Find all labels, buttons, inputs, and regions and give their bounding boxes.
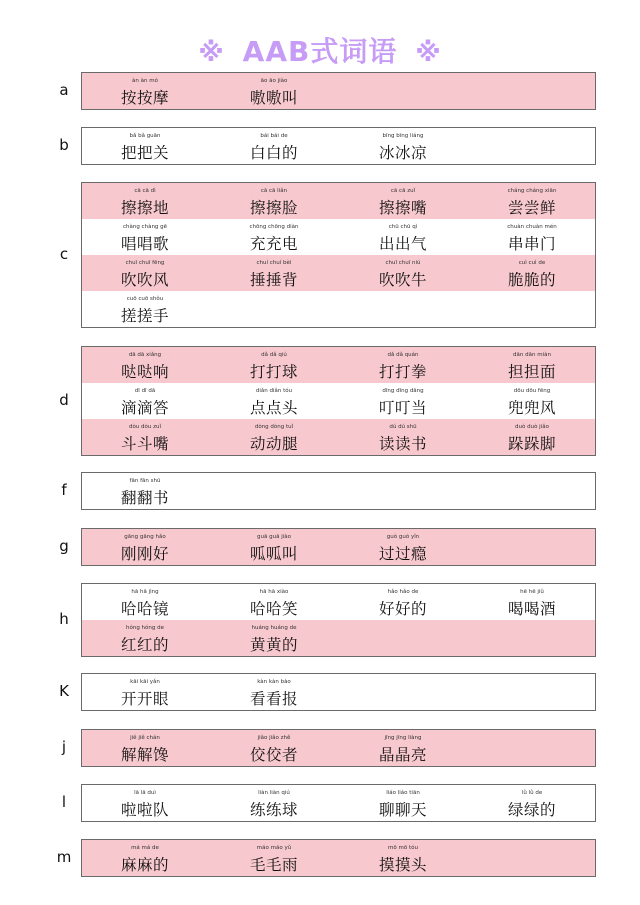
word-chinese: 动动腿 (249, 435, 298, 453)
pinyin: chōng chōng diàn (249, 224, 299, 230)
word-row (82, 785, 595, 821)
word-cell (372, 419, 500, 455)
word-cell (243, 183, 371, 219)
word-cell (372, 255, 500, 291)
pinyin: dōu dōu fēng (513, 388, 551, 394)
word-cell (243, 785, 371, 821)
word-table (81, 472, 596, 510)
word-cell (114, 347, 242, 383)
word-group (0, 127, 640, 165)
word-cell (114, 620, 242, 656)
word-chinese: 出出气 (378, 235, 427, 253)
pinyin: bǎ bǎ guān (129, 133, 161, 139)
word-chinese: 吹吹牛 (378, 271, 427, 289)
word-chinese: 白白的 (249, 144, 298, 162)
group-letter: j (61, 738, 67, 756)
word-cell (243, 419, 371, 455)
pinyin: āo āo jiào (260, 78, 288, 84)
pinyin: dòu dòu zuǐ (128, 424, 162, 430)
reference-mark-icon: ※ (198, 38, 225, 68)
word-cell (501, 785, 629, 821)
word-chinese: 斗斗嘴 (120, 435, 169, 453)
pinyin: lǜ lǜ de (521, 790, 543, 796)
group-letter: a (59, 81, 69, 99)
pinyin: lā lā duì (134, 790, 156, 796)
word-chinese: 唱唱歌 (120, 235, 169, 253)
pinyin: cuì cuì de (518, 260, 546, 266)
word-chinese: 好好的 (378, 600, 427, 618)
word-table (81, 528, 596, 566)
pinyin: huáng huáng de (251, 625, 297, 631)
word-cell (114, 840, 242, 876)
pinyin: bīng bīng liáng (382, 133, 424, 139)
pinyin: cā cā zuǐ (390, 188, 416, 194)
word-cell (243, 383, 371, 419)
pinyin: fān fān shū (129, 478, 161, 484)
word-cell (114, 291, 242, 327)
word-row (82, 730, 595, 766)
word-cell (372, 128, 500, 164)
pinyin: cā cā liǎn (260, 188, 288, 194)
word-chinese: 毛毛雨 (249, 856, 298, 874)
pinyin: bái bái de (260, 133, 288, 139)
word-group (0, 72, 640, 110)
pinyin: dīng dīng dāng (382, 388, 424, 394)
word-chinese: 哒哒响 (120, 363, 169, 381)
word-row (82, 255, 595, 291)
pinyin: hē hē jiǔ (520, 589, 544, 595)
word-cell (243, 840, 371, 876)
word-chinese: 看看报 (249, 690, 298, 708)
word-chinese: 呱呱叫 (249, 545, 298, 563)
word-group (0, 729, 640, 767)
word-cell (372, 219, 500, 255)
word-row (82, 219, 595, 255)
pinyin: guā guā jiào (257, 534, 291, 540)
group-letter: m (56, 848, 72, 866)
pinyin: hóng hóng de (125, 625, 165, 631)
word-row (82, 347, 595, 383)
word-cell (372, 347, 500, 383)
pinyin: hā hā jìng (131, 589, 159, 595)
word-row (82, 291, 595, 327)
word-chinese: 担担面 (507, 363, 556, 381)
pinyin: chàng chàng gē (122, 224, 168, 230)
word-chinese: 嗷嗷叫 (249, 89, 298, 107)
word-cell (501, 219, 629, 255)
group-letter: f (61, 481, 67, 499)
word-cell (243, 584, 371, 620)
pinyin: chū chū qì (388, 224, 418, 230)
pinyin: gāng gāng hǎo (124, 534, 166, 540)
word-row (82, 383, 595, 419)
word-chinese: 滴滴答 (120, 399, 169, 417)
word-cell (243, 255, 371, 291)
word-row (82, 840, 595, 876)
word-chinese: 喝喝酒 (507, 600, 556, 618)
pinyin: mō mō tóu (388, 845, 418, 851)
pinyin: chuàn chuàn mén (507, 224, 557, 230)
word-cell (501, 255, 629, 291)
word-cell (372, 383, 500, 419)
word-cell (243, 674, 371, 710)
reference-mark-icon: ※ (415, 38, 442, 68)
pinyin: dī dī dā (134, 388, 156, 394)
word-row (82, 584, 595, 620)
word-cell (372, 840, 500, 876)
word-row (82, 529, 595, 565)
word-row (82, 674, 595, 710)
pinyin: dā dā xiǎng (128, 352, 162, 358)
pinyin: àn àn mó (132, 78, 158, 84)
word-chinese: 刚刚好 (120, 545, 169, 563)
group-letter: K (59, 682, 69, 700)
word-chinese: 红红的 (120, 636, 169, 654)
word-group (0, 673, 640, 711)
word-chinese: 擦擦嘴 (378, 199, 427, 217)
word-cell (372, 183, 500, 219)
word-chinese: 摸摸头 (378, 856, 427, 874)
pinyin: máo máo yǔ (256, 845, 292, 851)
word-cell (243, 128, 371, 164)
group-letter: b (59, 136, 69, 154)
word-cell (114, 674, 242, 710)
pinyin: chuī chuī fēng (125, 260, 165, 266)
word-group (0, 784, 640, 822)
pinyin: cā cā dì (134, 188, 156, 194)
word-chinese: 跺跺脚 (507, 435, 556, 453)
word-cell (372, 730, 500, 766)
word-chinese: 打打拳 (378, 363, 427, 381)
pinyin: hā hā xiào (259, 589, 289, 595)
page-title (0, 34, 640, 70)
word-chinese: 捶捶背 (249, 271, 298, 289)
word-row (82, 620, 595, 656)
word-cell (243, 73, 371, 109)
word-cell (501, 347, 629, 383)
word-cell (243, 620, 371, 656)
pinyin: kàn kàn bào (257, 679, 291, 685)
word-cell (114, 183, 242, 219)
word-chinese: 叮叮当 (378, 399, 427, 417)
word-chinese: 练练球 (249, 801, 298, 819)
word-chinese: 把把关 (120, 144, 169, 162)
word-cell (372, 785, 500, 821)
word-table (81, 673, 596, 711)
pinyin: hǎo hǎo de (387, 589, 419, 595)
pinyin: dǎ dǎ qiú (261, 352, 287, 358)
word-cell (372, 529, 500, 565)
word-table (81, 182, 596, 328)
word-table (81, 784, 596, 822)
word-cell (114, 730, 242, 766)
group-letter: c (59, 245, 69, 263)
word-chinese: 冰冰凉 (378, 144, 427, 162)
word-chinese: 开开眼 (120, 690, 169, 708)
word-chinese: 兜兜风 (507, 399, 556, 417)
word-group (0, 346, 640, 456)
word-cell (114, 255, 242, 291)
word-cell (114, 419, 242, 455)
word-cell (243, 347, 371, 383)
word-cell (114, 73, 242, 109)
word-row (82, 128, 595, 164)
word-chinese: 哈哈笑 (249, 600, 298, 618)
pinyin: dān dān miàn (513, 352, 551, 358)
word-cell (114, 785, 242, 821)
word-group (0, 839, 640, 877)
pinyin: chuī chuī niú (385, 260, 421, 266)
group-letter: h (59, 610, 69, 628)
word-cell (501, 419, 629, 455)
word-chinese: 黄黄的 (249, 636, 298, 654)
title-text: AAB式词语 (242, 35, 398, 68)
word-table (81, 583, 596, 657)
word-cell (372, 584, 500, 620)
pinyin: cuō cuō shǒu (126, 296, 164, 302)
word-chinese: 擦擦脸 (249, 199, 298, 217)
pinyin: cháng cháng xiān (507, 188, 557, 194)
word-group (0, 472, 640, 510)
word-chinese: 打打球 (249, 363, 298, 381)
pinyin: duò duò jiǎo (515, 424, 549, 430)
word-chinese: 聊聊天 (378, 801, 427, 819)
word-cell (114, 529, 242, 565)
word-row (82, 73, 595, 109)
pinyin: liáo liáo tiān (386, 790, 420, 796)
word-chinese: 串串门 (507, 235, 556, 253)
word-chinese: 哈哈镜 (120, 600, 169, 618)
word-group (0, 583, 640, 657)
word-chinese: 解解馋 (120, 746, 169, 764)
word-chinese: 翻翻书 (120, 489, 169, 507)
word-chinese: 麻麻的 (120, 856, 169, 874)
word-row (82, 419, 595, 455)
word-chinese: 吹吹风 (120, 271, 169, 289)
word-group (0, 528, 640, 566)
word-chinese: 按按摩 (120, 89, 169, 107)
word-cell (114, 383, 242, 419)
word-table (81, 72, 596, 110)
pinyin: dǎ dǎ quán (387, 352, 419, 358)
word-chinese: 绿绿的 (507, 801, 556, 819)
pinyin: má má de (131, 845, 159, 851)
word-cell (501, 383, 629, 419)
word-cell (243, 730, 371, 766)
pinyin: diǎn diǎn tóu (255, 388, 293, 394)
word-row (82, 473, 595, 509)
word-table (81, 127, 596, 165)
word-table (81, 346, 596, 456)
pinyin: kāi kāi yǎn (130, 679, 160, 685)
word-row (82, 183, 595, 219)
word-chinese: 擦擦地 (120, 199, 169, 217)
word-cell (114, 128, 242, 164)
pinyin: jiǎo jiǎo zhě (257, 735, 291, 741)
word-chinese: 点点头 (249, 399, 298, 417)
word-chinese: 脆脆的 (507, 271, 556, 289)
word-chinese: 搓搓手 (120, 307, 169, 325)
pinyin: dú dú shū (389, 424, 417, 430)
word-group (0, 182, 640, 328)
word-cell (114, 584, 242, 620)
word-chinese: 读读书 (378, 435, 427, 453)
word-chinese: 佼佼者 (249, 746, 298, 764)
word-cell (114, 473, 242, 509)
group-letter: l (61, 793, 67, 811)
pinyin: guò guò yǐn (386, 534, 420, 540)
word-cell (501, 584, 629, 620)
pinyin: dòng dòng tuǐ (254, 424, 294, 430)
word-cell (114, 219, 242, 255)
word-chinese: 充充电 (249, 235, 298, 253)
word-table (81, 729, 596, 767)
pinyin: chuí chuí bèi (256, 260, 292, 266)
word-table (81, 839, 596, 877)
word-cell (243, 529, 371, 565)
word-chinese: 啦啦队 (120, 801, 169, 819)
word-cell (501, 183, 629, 219)
word-cell (243, 219, 371, 255)
word-chinese: 过过瘾 (378, 545, 427, 563)
word-chinese: 晶晶亮 (378, 746, 427, 764)
pinyin: jiě jiě chán (130, 735, 160, 741)
word-chinese: 尝尝鲜 (507, 199, 556, 217)
group-letter: d (59, 391, 69, 409)
group-letter: g (59, 537, 69, 555)
pinyin: liàn liàn qiú (258, 790, 290, 796)
pinyin: jīng jīng liàng (384, 735, 422, 741)
